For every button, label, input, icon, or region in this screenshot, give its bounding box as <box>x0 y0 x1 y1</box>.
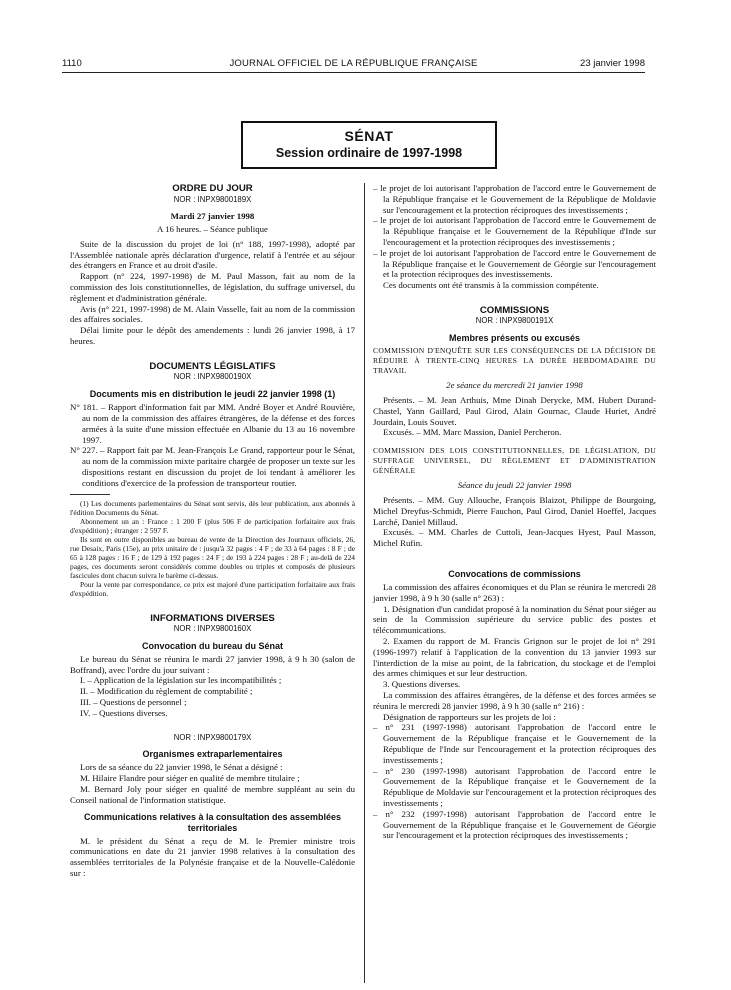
orgs-nor: NOR : INPX9800179X <box>173 732 252 742</box>
title-senat: SÉNAT <box>344 128 394 144</box>
title-box <box>241 121 497 169</box>
commission-lois-title: COMMISSION DES LOIS CONSTITUTIONNELLES, DE LÉGISLATION, DU SUFFRAGE UNIVERSEL, DU RÈGLEMENT ET D'ADMINISTRATION GÉNÉRALE <box>373 446 656 476</box>
ordre-p2: Rapport (n° 224, 1997-1998) de M. Paul Masson, fait au nom de la commission des lois constitutionnelles, de législation, du suffrage universel, du règlement et d'administration générale. <box>70 271 355 303</box>
docs-nor: NOR : INPX9800190X <box>173 372 252 382</box>
orgs-p3: M. Bernard Joly pour siéger en qualité de membre suppléant au sein du Conseil national de l'information statistique. <box>70 784 355 805</box>
ordre-nor: NOR : INPX9800189X <box>173 194 252 204</box>
page-number: 1110 <box>62 58 82 69</box>
bureau-item-2: II. – Modification du règlement de comptabilité ; <box>80 686 253 697</box>
header-rule <box>62 72 645 73</box>
docs-subheading: Documents mis en distribution le jeudi 22 janvier 1998 (1) <box>89 389 336 400</box>
title-session: Session ordinaire de 1997-1998 <box>275 146 463 160</box>
ordre-date: Mardi 27 janvier 1998 <box>170 211 255 222</box>
commission-enquete-seance: 2e séance du mercredi 21 janvier 1998 <box>446 380 583 391</box>
ordre-heading: ORDRE DU JOUR <box>172 183 253 194</box>
commission-lois-seance: Séance du jeudi 22 janvier 1998 <box>457 480 572 491</box>
comms-subheading: Communications relatives à la consultation des assemblées territoriales <box>83 811 342 833</box>
commissions-heading: COMMISSIONS <box>479 304 550 316</box>
list-item: – n° 230 (1997-1998) autorisant l'approbation de l'accord entre le Gouvernement de la République française et le Gouvernement de la République de Moldavie sur l'encouragement et la protection réciproques des investissements ; <box>373 765 656 808</box>
column-divider <box>364 183 365 983</box>
ordre-p1: Suite de la discussion du projet de loi (n° 188, 1997-1998), adopté par l'Assemblée nationale après déclaration d'urgence, relatif à l'entrée et au séjour des étrangers en France et au droit d'asile. <box>70 238 355 271</box>
convocation-p5: La commission des affaires étrangères, de la défense et des forces armées se réunira le mercredi 28 janvier 1998, à 9 h 30 (salle n° 216) : <box>373 690 656 711</box>
list-item: – n° 232 (1997-1998) autorisant l'approbation de l'accord entre le Gouvernement de la République française et le Gouvernement de Géorgie sur l'encouragement et la protection réciproques des investissements ; <box>373 808 656 841</box>
transmission-note: Ces documents ont été transmis à la commission compétente. <box>383 280 599 291</box>
commission-enquete-title: COMMISSION D'ENQUÊTE SUR LES CONSÉQUENCES DE LA DÉCISION DE RÉDUIRE À TRENTE-CINQ HEURES LA DURÉE HEBDOMADAIRE DU TRAVAIL <box>373 346 656 376</box>
convocations-subheading: Convocations de commissions <box>448 569 581 580</box>
bureau-item-3: III. – Questions de personnel ; <box>80 697 187 708</box>
footnote-1: (1) Les documents parlementaires du Sénat sont servis, dès leur publication, aux abonnés à l'édition Documents du Sénat. <box>70 498 355 517</box>
list-item: – le projet de loi autorisant l'approbation de l'accord entre le Gouvernement de la République française et le Gouvernement de Géorgie sur l'encouragement et la protection réciproques des investissements. <box>373 247 656 280</box>
convocation-p6: Désignation de rapporteurs sur les projets de loi : <box>383 711 556 722</box>
list-item: – le projet de loi autorisant l'approbation de l'accord entre le Gouvernement de la République française et le Gouvernement de la République d'Inde sur l'encouragement et la protection réciproques des investissements ; <box>373 215 656 247</box>
convocation-p2: 1. Désignation d'un candidat proposé à la nomination du Sénat pour siéger au sein de la Commission supérieure du service public des postes et télécommunications. <box>373 603 656 636</box>
bureau-p1: Le bureau du Sénat se réunira le mardi 27 janvier 1998, à 9 h 30 (salon de Boffrand), avec l'ordre du jour suivant : <box>70 653 355 675</box>
ordre-p4: Délai limite pour le dépôt des amendements : lundi 26 janvier 1998, à 17 heures. <box>70 325 355 347</box>
issue-date: 23 janvier 1998 <box>580 58 645 69</box>
ordre-time: A 16 heures. – Séance publique <box>157 224 268 235</box>
docs-heading: DOCUMENTS LÉGISLATIFS <box>149 360 276 372</box>
running-header <box>62 58 645 72</box>
info-heading: INFORMATIONS DIVERSES <box>150 612 275 624</box>
docs-item-227: N° 227. – Rapport fait par M. Jean-François Le Grand, rapporteur pour le Sénat, au nom de la commission mixte paritaire chargée de proposer un texte sur les dispositions restant en discussion du projet de loi tendant à améliorer les conditions d'exercice de la profession de transporteur routier. <box>70 445 355 488</box>
journal-title: JOURNAL OFFICIEL DE LA RÉPUBLIQUE FRANÇAISE <box>229 58 478 69</box>
convocation-p1: La commission des affaires économiques et du Plan se réunira le mercredi 28 janvier 1998, à 9 h 30 (salle n° 263) : <box>373 582 656 603</box>
commission-enquete-excuses: Excusés. – MM. Marc Massion, Daniel Percheron. <box>383 427 562 438</box>
right-column <box>373 183 656 841</box>
commissions-nor: NOR : INPX9800191X <box>475 316 554 326</box>
docs-item-181: N° 181. – Rapport d'information fait par MM. André Boyer et André Rouvière, au nom de la commission des affaires étrangères, de la défense et des forces armées à la suite d'une mission effectuée en Albanie du 13 au 16 novembre 1997. <box>70 402 355 445</box>
commission-enquete-presents: Présents. – M. Jean Arthuis, Mme Dinah Derycke, MM. Hubert Durand-Chastel, Yann Gaillard, Paul Girod, Alain Gournac, Claude Huriet, André Jourdain, Louis Souvet. <box>373 395 656 427</box>
bureau-item-4: IV. – Questions diverses. <box>80 707 168 718</box>
info-nor: NOR : INPX9800160X <box>173 624 252 634</box>
orgs-p2: M. Hilaire Flandre pour siéger en qualité de membre titulaire ; <box>80 773 300 784</box>
convocation-p3: 2. Examen du rapport de M. Francis Grignon sur le projet de loi n° 291 (1996-1997) relatif à l'application de la convention du 13 janvier 1993 sur l'interdiction de la mise au point, de la fabrication, du stockage et de l'emploi des armes chimiques et sur leur destruction. <box>373 636 656 679</box>
commission-lois-excuses: Excusés. – MM. Charles de Cuttoli, Jean-Jacques Hyest, Paul Masson, Michel Rufin. <box>373 527 656 549</box>
list-item: – n° 231 (1997-1998) autorisant l'approbation de l'accord entre le Gouvernement de la République française et le Gouvernement de la République de l'Inde sur l'encouragement et la protection réciproques des investissements ; <box>373 722 656 765</box>
footnote-2: Abonnement un an : France : 1 200 F (plus 506 F de participation forfaitaire aux frais d'expédition) ; étranger : 2 597 F. <box>70 516 355 535</box>
comms-p1: M. le président du Sénat a reçu de M. le Premier ministre trois communications en date du 21 janvier 1998 relatives à la consultation des assemblées territoriales de la Polynésie française et de la Nouvelle-Calédonie sur : <box>70 835 355 879</box>
footnote-separator <box>70 494 110 495</box>
orgs-p1: Lors de sa séance du 22 janvier 1998, le Sénat a désigné : <box>80 762 283 773</box>
commission-lois-presents: Présents. – MM. Guy Allouche, François Blaizot, Philippe de Bourgoing, Michel Dreyfus-Schmidt, Pierre Fauchon, Paul Girod, Daniel Hoeffel, Jacques Larché, Daniel Millaud. <box>373 495 656 527</box>
orgs-subheading: Organismes extraparlementaires <box>142 749 283 760</box>
list-item: – le projet de loi autorisant l'approbation de l'accord entre le Gouvernement de la République française et le Gouvernement de la République de Moldavie sur l'encouragement et la protection réciproques des investissements ; <box>373 183 656 215</box>
membres-subheading: Membres présents ou excusés <box>448 333 581 344</box>
bureau-subheading: Convocation du bureau du Sénat <box>141 640 283 651</box>
footnote-3: Ils sont en outre disponibles au bureau de vente de la Direction des Journaux officiels, 26, rue Desaix, Paris (15e), au prix unitaire de : jusqu'à 32 pages : 4 F ; de 33 à 64 pages : 8 F ; de 65 à 128 pages : 16 F ; de 129 à 192 pages : 24 F ; de 193 à 224 pages : 28 F ; au-delà de 224 pages, ces documents seront considérés comme doubles ou triples et composés de plusieurs fascicules dont chacun suivra le barème ci-dessus. <box>70 534 355 581</box>
left-column <box>70 183 355 879</box>
footnote-4: Pour la vente par correspondance, ce prix est majoré d'une participation forfaitaire aux frais d'expédition. <box>70 580 355 599</box>
convocation-p4: 3. Questions diverses. <box>383 679 461 690</box>
ordre-p3: Avis (n° 221, 1997-1998) de M. Alain Vasselle, fait au nom de la commission des affaires sociales. <box>70 303 355 325</box>
bureau-item-1: I. – Application de la législation sur les incompatibilités ; <box>80 675 282 686</box>
